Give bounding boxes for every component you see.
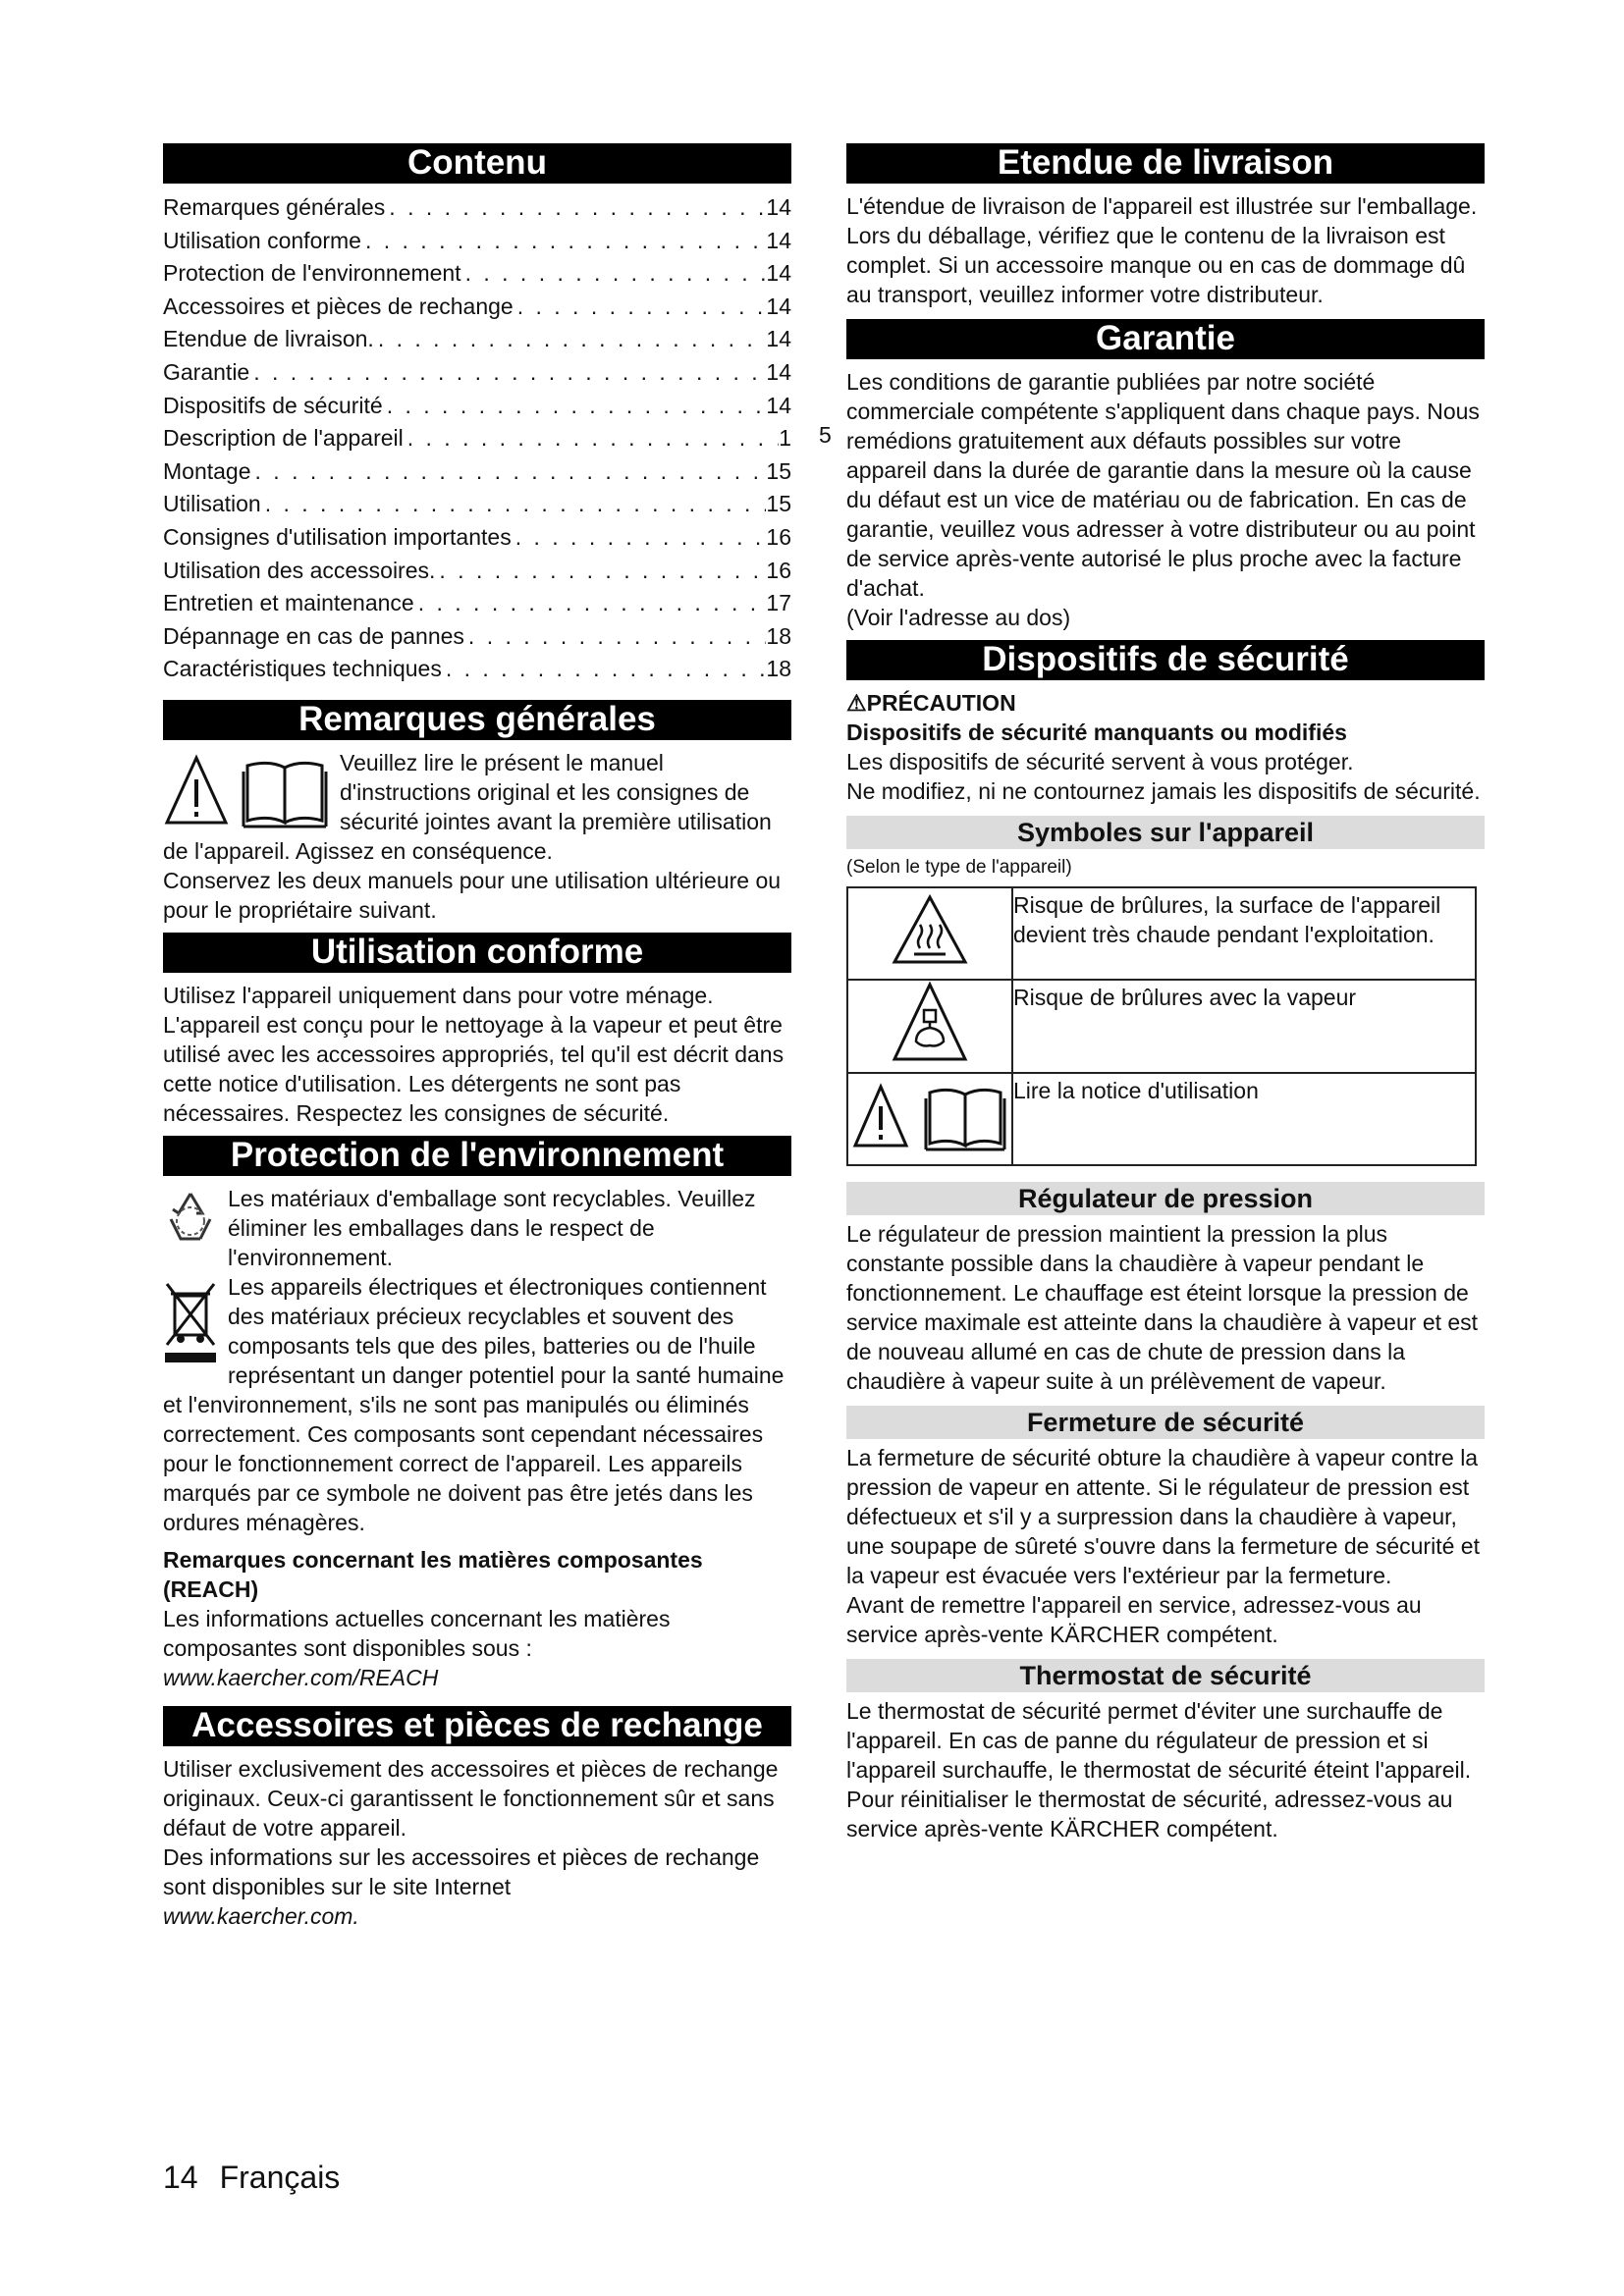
remarques-text-2: Conservez les deux manuels pour une utilisation ultérieure ou pour le propriétaire suivant. — [163, 867, 782, 923]
thermostat-text-2: Pour réinitialiser le thermostat de sécurité, adressez-vous au service après-vente KÄRCHER compétent. — [846, 1787, 1453, 1842]
toc-item[interactable]: Accessoires et pièces de rechange . . . 14 — [163, 291, 791, 324]
fermeture-text-2: Avant de remettre l'appareil en service, adressez-vous au service après-vente KÄRCHER compétent. — [846, 1592, 1422, 1647]
recycling-text: Les matériaux d'emballage sont recyclables. Veuillez éliminer les emballages dans le respect de l'environnement. — [228, 1185, 756, 1270]
symbol-cell — [847, 980, 1012, 1073]
weee-block — [163, 1272, 791, 1537]
accessoires-text-2: Des informations sur les accessoires et pièces de rechange sont disponibles sur le site Internet — [163, 1843, 760, 1899]
symbols-table — [846, 886, 1477, 1166]
table-row — [847, 980, 1476, 1073]
symbol-text: Risque de brûlures avec la vapeur — [1012, 980, 1476, 1073]
kaercher-link[interactable]: www.kaercher.com. — [163, 1902, 359, 1929]
symbol-cell — [847, 1073, 1012, 1165]
thermostat-text: Le thermostat de sécurité permet d'éviter une surchauffe de l'appareil. En cas de panne du régulateur de pression et si l'appareil surchauffe, le thermostat de sécurité éteint l'appareil. — [846, 1698, 1472, 1783]
accessoires-text: Utiliser exclusivement des accessoires et pièces de rechange originaux. Ceux-ci garantissent le fonctionnement sûr et sans défaut de votre appareil. — [163, 1755, 779, 1841]
crossed-bin-icon — [163, 1276, 218, 1366]
warning-manual-icons — [163, 752, 330, 835]
garantie-text: Les conditions de garantie publiées par notre société commerciale compétente s'appliquent dans chaque pays. Nous remédions gratuitement aux défauts possibles sur votre appareil dans la durée de garantie dans la mesure où la cause du défaut est un vice de matériau ou de fabrication. En cas de garantie, veuillez vous adresser à votre distributeur ou au point de service après-vente autorisé le plus proche avec la facture d'achat. — [846, 369, 1480, 601]
thermostat-heading: Thermostat de sécurité — [846, 1659, 1485, 1692]
symboles-heading: Symboles sur l'appareil — [846, 816, 1485, 849]
toc-item[interactable]: Caractéristiques techniques . . . 18 — [163, 653, 791, 686]
caution-text-2: Ne modifiez, ni ne contournez jamais les dispositifs de sécurité. — [846, 778, 1481, 804]
weee-text: Les appareils électriques et électroniques contiennent des matériaux précieux recyclables et souvent des composants tels que des piles, batteries ou de l'huile représentant un danger potentiel pour la santé humaine et l'environnement, s'ils ne sont pas manipulés ou éliminés correctement. Ces composants sont cependant nécessaires pour le fonctionnement correct de l'appareil. Les appareils marqués par ce symbole ne doivent pas être jetés dans les ordures ménagères. — [163, 1273, 785, 1535]
footer-language: Français — [219, 2160, 341, 2195]
remarques-section — [163, 748, 791, 866]
caution-text: Les dispositifs de sécurité servent à vous protéger. — [846, 749, 1354, 774]
page-footer — [163, 2160, 361, 2196]
reach-link[interactable]: www.kaercher.com/REACH — [163, 1664, 439, 1690]
toc-item[interactable]: Consignes d'utilisation importantes . . . 16 — [163, 521, 791, 555]
toc-item[interactable]: Utilisation . . . 15 — [163, 488, 791, 521]
garantie-heading: Garantie — [846, 319, 1485, 359]
contents-heading: Contenu — [163, 143, 791, 184]
toc-item[interactable]: Utilisation conforme . . . 14 — [163, 225, 791, 258]
hot-steam-icon — [891, 981, 969, 1065]
fermeture-heading: Fermeture de sécurité — [846, 1406, 1485, 1439]
read-manual-icon — [851, 1081, 1008, 1151]
toc-item[interactable]: Entretien et maintenance . . . 17 — [163, 587, 791, 620]
toc-item[interactable]: Etendue de livraison. . . . 14 — [163, 323, 791, 356]
livraison-heading: Etendue de livraison — [846, 143, 1485, 184]
toc-item[interactable]: Montage . . . 15 — [163, 455, 791, 489]
symbol-cell — [847, 887, 1012, 980]
toc-item[interactable]: Description de l'appareil . . . 1 — [163, 422, 791, 455]
warning-triangle-icon — [163, 752, 330, 830]
securite-heading: Dispositifs de sécurité — [846, 640, 1485, 680]
remarques-text: Veuillez lire le présent le manuel d'instructions original et les consignes de sécurité jointes avant la première utilisation de l'appareil. Agissez en conséquence. — [163, 749, 772, 864]
accessoires-heading: Accessoires et pièces de rechange — [163, 1706, 791, 1746]
livraison-text: L'étendue de livraison de l'appareil est illustrée sur l'emballage. Lors du déballage, vérifiez que le contenu de la livraison est complet. Si un accessoire manque ou en cas de dommage dû au transport, veuillez informer votre distributeur. — [846, 193, 1478, 307]
table-of-contents — [163, 191, 791, 686]
caution-subtitle: Dispositifs de sécurité manquants ou modifiés — [846, 720, 1347, 745]
recycling-block — [163, 1184, 791, 1272]
environnement-heading: Protection de l'environnement — [163, 1136, 791, 1176]
toc-item[interactable]: Utilisation des accessoires. . . . 16 — [163, 555, 791, 588]
toc-item[interactable]: Protection de l'environnement . . . 14 — [163, 257, 791, 291]
reach-text: Les informations actuelles concernant les matières composantes sont disponibles sous : www.kaercher.com/REACH — [163, 1605, 671, 1690]
page-number: 14 — [163, 2160, 198, 2195]
toc-item[interactable]: Dispositifs de sécurité . . . 14 — [163, 390, 791, 423]
right-column — [846, 143, 1485, 1843]
hot-surface-icon — [891, 893, 969, 968]
garantie-note: (Voir l'adresse au dos) — [846, 605, 1071, 630]
toc-item[interactable]: Garantie . . . 14 — [163, 356, 791, 390]
remarques-heading: Remarques générales — [163, 700, 791, 740]
symbol-text: Lire la notice d'utilisation — [1012, 1073, 1476, 1165]
reach-title: Remarques concernant les matières composantes (REACH) — [163, 1546, 703, 1602]
toc-item[interactable]: Remarques générales . . . 14 — [163, 191, 791, 225]
fermeture-text: La fermeture de sécurité obture la chaudière à vapeur contre la pression de vapeur en attente. Si le régulateur de pression est défectueux et s'il y a surpression dans la chaudière à vapeur, une soupape de sûreté s'ouvre dans la fermeture de sécurité et la vapeur est évacuée vers l'extérieur par la fermeture. — [846, 1445, 1480, 1588]
regulateur-text: Le régulateur de pression maintient la pression la plus constante possible dans la chaudière à vapeur pendant le fonctionnement. Le chauffage est éteint lorsque la pression de service maximale est atteinte dans la chaudière à vapeur et est de nouveau allumé en cas de chute de pression dans la chaudière à vapeur suite à un prélèvement de vapeur. — [846, 1221, 1479, 1394]
toc-item[interactable]: Dépannage en cas de pannes . . . 18 — [163, 620, 791, 654]
regulateur-heading: Régulateur de pression — [846, 1182, 1485, 1215]
stray-page-digit: 5 — [819, 422, 832, 448]
utilisation-text: Utilisez l'appareil uniquement dans pour votre ménage. L'appareil est conçu pour le nettoyage à la vapeur et peut être utilisé avec les accessoires appropriés, tel qu'il est décrit dans cette notice d'utilisation. Les détergents ne sont pas nécessaires. Respectez les consignes de sécurité. — [163, 982, 785, 1126]
table-row — [847, 887, 1476, 980]
table-row — [847, 1073, 1476, 1165]
manual-book-icon — [244, 763, 326, 827]
caution-label: ⚠PRÉCAUTION — [846, 690, 1016, 716]
symbol-text: Risque de brûlures, la surface de l'appareil devient très chaude pendant l'exploitation. — [1012, 887, 1476, 980]
left-column — [163, 143, 791, 1931]
recycling-icon — [163, 1188, 218, 1247]
utilisation-heading: Utilisation conforme — [163, 933, 791, 973]
symboles-note: (Selon le type de l'appareil) — [846, 857, 1072, 878]
